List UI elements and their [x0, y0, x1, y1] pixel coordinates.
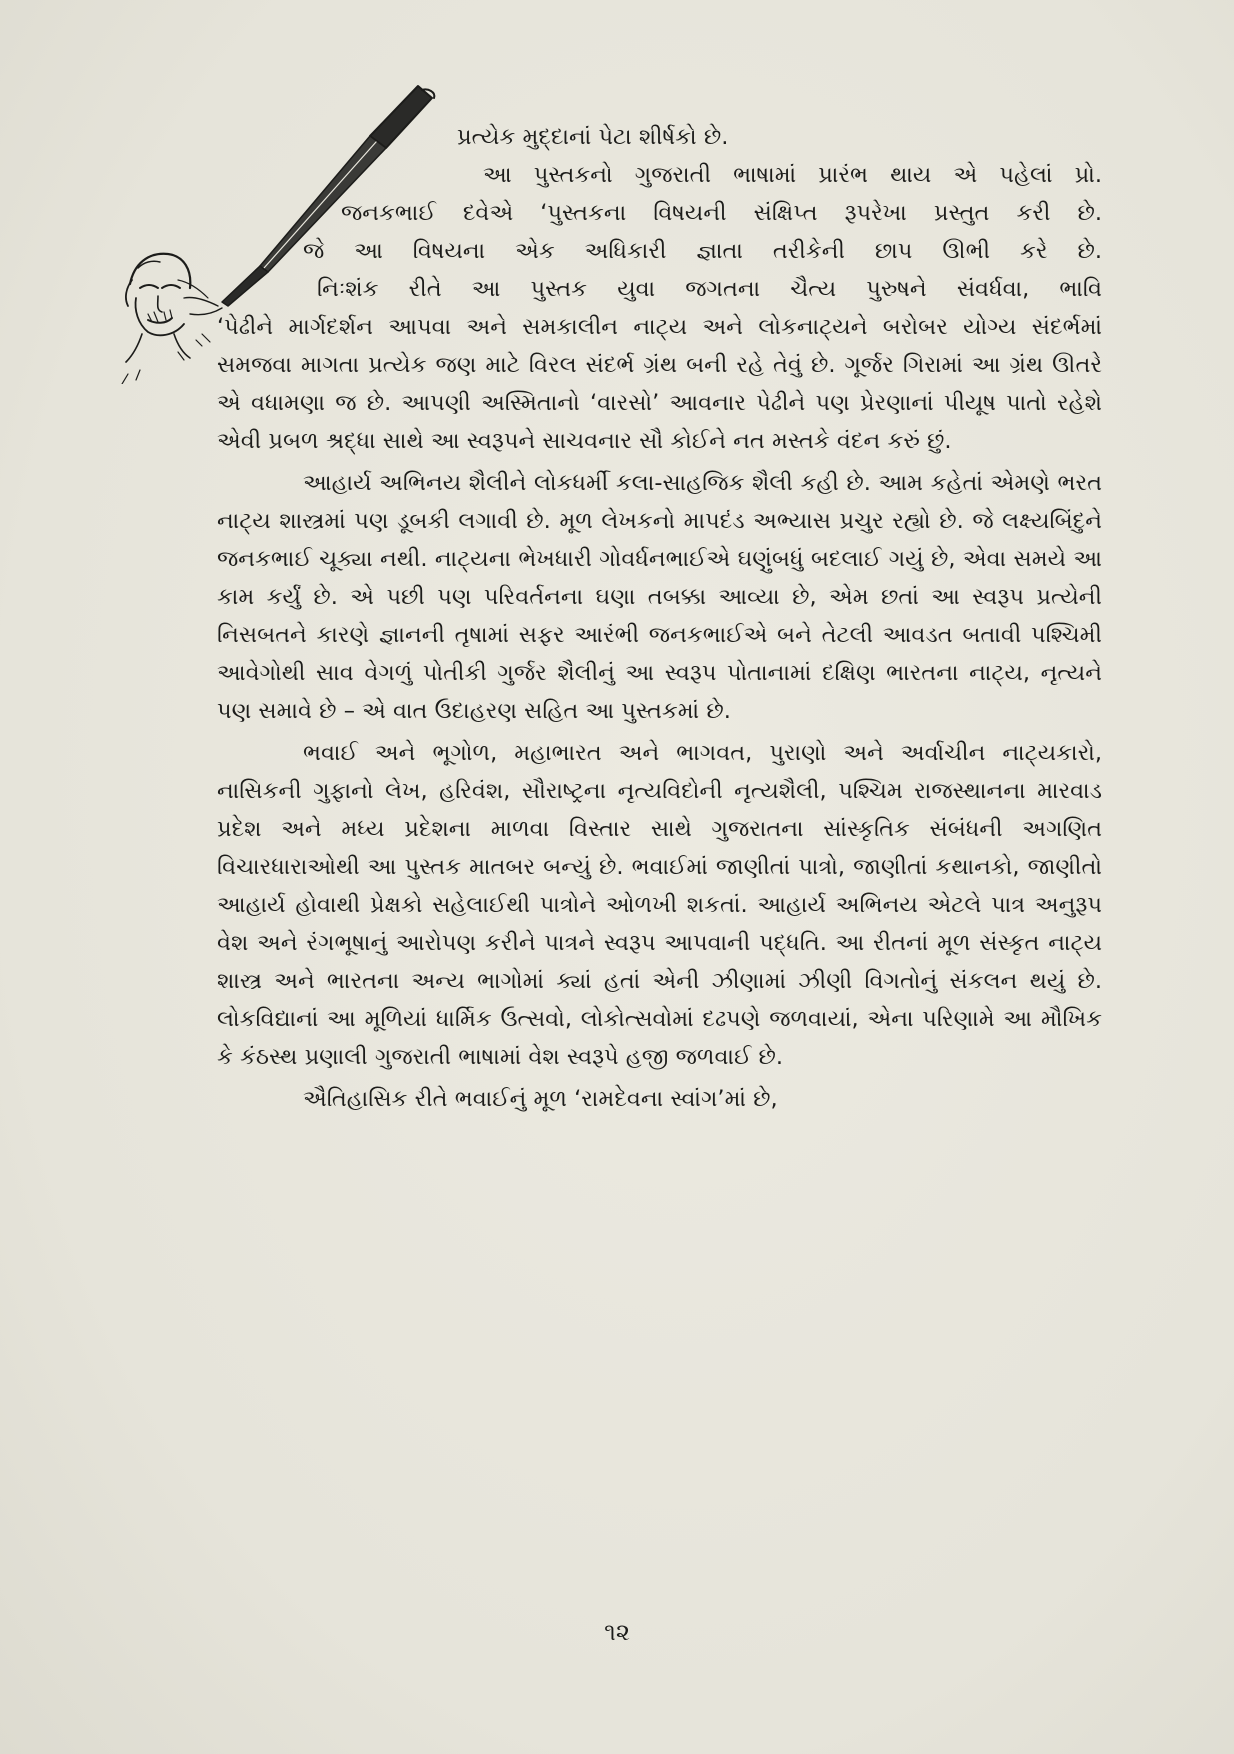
intro-line-2: આ પુસ્તકનો ગુજરાતી ભાષામાં પ્રારંભ થાય એ પહેલાં પ્રો.: [483, 162, 1102, 188]
intro-line-4: જે આ વિષયના એક અધિકારી જ્ઞાતા તરીકેની છાપ ઊભી કરે છે.: [303, 238, 1102, 264]
body-text: [217, 118, 1102, 1118]
intro-line-1: પ્રત્યેક મુદ્દાનાં પેટા શીર્ષકો છે.: [457, 124, 729, 150]
page-number: ૧૨: [604, 1618, 630, 1646]
intro-line-5: નિઃશંક રીતે આ પુસ્તક યુવા જગતના ચૈત્ય પુરુષને સંવર્ધવા, ભાવિ: [317, 276, 1102, 302]
paragraph-3: ભવાઈ અને ભૂગોળ, મહાભારત અને ભાગવત, પુરાણો અને અર્વાચીન નાટ્યકારો, નાસિકની ગુફાનો લેખ, હરિવંશ, સૌરાષ્ટ્રના નૃત્યવિદોની નૃત્યશૈલી, પશ્ચિમ રાજસ્થાનના મારવાડ પ્રદેશ અને મધ્ય પ્રદેશના માળવા વિસ્તાર સાથે ગુજરાતના સાંસ્કૃતિક સંબંધની અગણિત વિચારધારાઓથી આ પુસ્તક માતબર બન્યું છે. ભવાઈમાં જાણીતાં પાત્રો, જાણીતાં કથાનકો, જાણીતો આહાર્ય હોવાથી પ્રેક્ષકો સહેલાઈથી પાત્રોને ઓળખી શકતાં. આહાર્ય અભિનય એટલે પાત્ર અનુરૂપ વેશ અને રંગભૂષાનું આરોપણ કરીને પાત્રને સ્વરૂપ આપવાની પદ્ધતિ. આ રીતનાં મૂળ સંસ્કૃત નાટ્ય શાસ્ત્ર અને ભારતના અન્ય ભાગોમાં ક્યાં હતાં એની ઝીણામાં ઝીણી વિગતોનું સંકલન થયું છે. લોકવિદ્યાનાં આ મૂળિયાં ધાર્મિક ઉત્સવો, લોકોત્સવોમાં દઢપણે જળવાયાં, એના પરિણામે આ મૌખિક કે કંઠસ્થ પ્રણાલી ગુજરાતી ભાષામાં વેશ સ્વરૂપે હજી જળવાઈ છે.: [217, 740, 1102, 1070]
paragraph-2: આહાર્ય અભિનય શૈલીને લોકધર્મી કલા-સાહજિક શૈલી કહી છે. આમ કહેતાં એમણે ભરત નાટ્ય શાસ્ત્રમાં પણ ડૂબકી લગાવી છે. મૂળ લેખકનો માપદંડ અભ્યાસ પ્રચુર રહ્યો છે. જે લક્ષ્યબિંદુને જનકભાઈ ચૂક્યા નથી. નાટ્યના ભેખધારી ગોવર્ધનભાઈએ ઘણુંબધું બદલાઈ ગયું છે, એવા સમયે આ કામ કર્યું છે. એ પછી પણ પરિવર્તનના ઘણા તબક્કા આવ્યા છે, એમ છતાં આ સ્વરૂપ પ્રત્યેની નિસબતને કારણે જ્ઞાનની તૃષામાં સફર આરંભી જનકભાઈએ બને તેટલી આવડત બતાવી પશ્ચિમી આવેગોથી સાવ વેગળું પોતીકી ગુર્જર શૈલીનું આ સ્વરૂપ પોતાનામાં દક્ષિણ ભારતના નાટ્ય, નૃત્યને પણ સમાવે છે – એ વાત ઉદાહરણ સહિત આ પુસ્તકમાં છે.: [217, 470, 1102, 724]
intro-line-3: જનકભાઈ દવેએ ‘પુસ્તકના વિષયની સંક્ષિપ્ત રૂપરેખા પ્રસ્તુત કરી છે.: [341, 200, 1102, 226]
paragraph-1: [217, 118, 1102, 460]
paragraph-1-rest: ‘પેઢીને માર્ગદર્શન આપવા અને સમકાલીન નાટ્ય અને લોકનાટ્યને બરોબર યોગ્ય સંદર્ભમાં સમજવા માગતા પ્રત્યેક જણ માટે વિરલ સંદર્ભ ગ્રંથ બની રહે તેવું છે. ગૂર્જર ગિરામાં આ ગ્રંથ ઊતરે એ વધામણા જ છે. આપણી અસ્મિતાનો ‘વારસો’ આવનાર પેઢીને પણ પ્રેરણાનાં પીયૂષ પાતો રહેશે એવી પ્રબળ શ્રદ્ધા સાથે આ સ્વરૂપને સાચવનાર સૌ કોઈને નત મસ્તકે વંદન કરું છું.: [217, 314, 1102, 454]
paragraph-4: ઐતિહાસિક રીતે ભવાઈનું મૂળ ‘રામદેવના સ્વાંગ’માં છે,: [303, 1086, 778, 1112]
